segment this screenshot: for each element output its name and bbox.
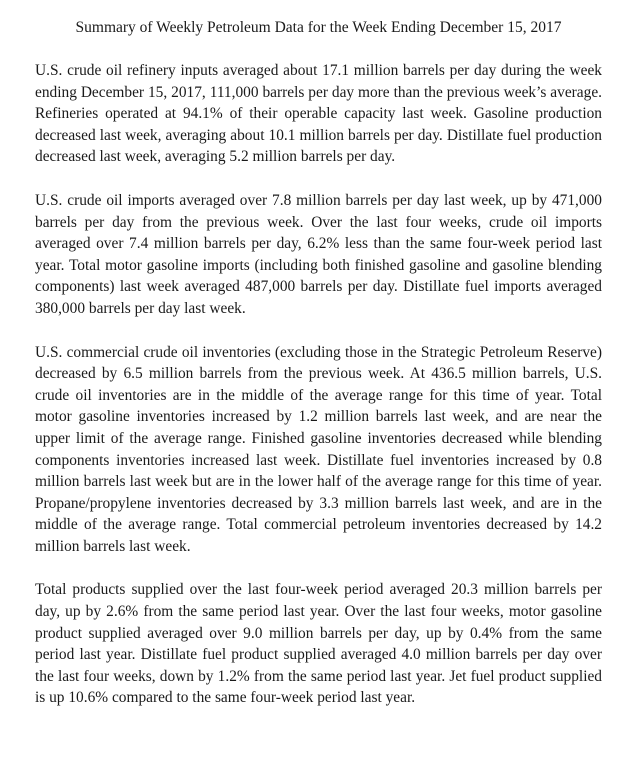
paragraph-imports: U.S. crude oil imports averaged over 7.8 million barrels per day last week, up by 471,000 barrels per day from the previous week. Over the last four weeks, crude oil imports averaged over 7.4 million barrels per day, 6.2% less than the same four-week period last year. Total motor gasoline imports (including both finished gasoline and gasoline blending components) last week averaged 487,000 barrels per day. Distillate fuel imports averaged 380,000 barrels per day last week. bbox=[35, 191, 602, 317]
document-title: Summary of Weekly Petroleum Data for the Week Ending December 15, 2017 bbox=[75, 19, 562, 36]
paragraph-products-supplied: Total products supplied over the last four-week period averaged 20.3 million barrels per day, up by 2.6% from the same period last year. Over the last four weeks, motor gasoline product supplied averaged over 9.0 million barrels per day, up by 0.4% from the same period last year. Distillate fuel product supplied averaged 4.0 million barrels per day over the last four weeks, down by 1.2% from the same period last year. Jet fuel product supplied is up 10.6% compared to the same four-week period last year. bbox=[35, 581, 602, 707]
paragraph-refinery-inputs: U.S. crude oil refinery inputs averaged about 17.1 million barrels per day during the week ending December 15, 2017, 111,000 barrels per day more than the previous week’s average. Refineries operated at 94.1% of their operable capacity last week. Gasoline production decreased last week, averaging about 10.1 million barrels per day. Distillate fuel production decreased last week, averaging 5.2 million barrels per day. bbox=[35, 62, 602, 166]
paragraph-inventories: U.S. commercial crude oil inventories (excluding those in the Strategic Petroleum Reserve) decreased by 6.5 million barrels from the previous week. At 436.5 million barrels, U.S. crude oil inventories are in the middle of the average range for this time of year. Total motor gasoline inventories increased by 1.2 million barrels last week, and are near the upper limit of the average range. Finished gasoline inventories decreased while blending components inventories increased last week. Distillate fuel inventories increased by 0.8 million barrels last week but are in the lower half of the average range for this time of year. Propane/propylene inventories decreased by 3.3 million barrels last week, and are in the middle of the average range. Total commercial petroleum inventories decreased by 14.2 million barrels last week. bbox=[35, 343, 602, 555]
